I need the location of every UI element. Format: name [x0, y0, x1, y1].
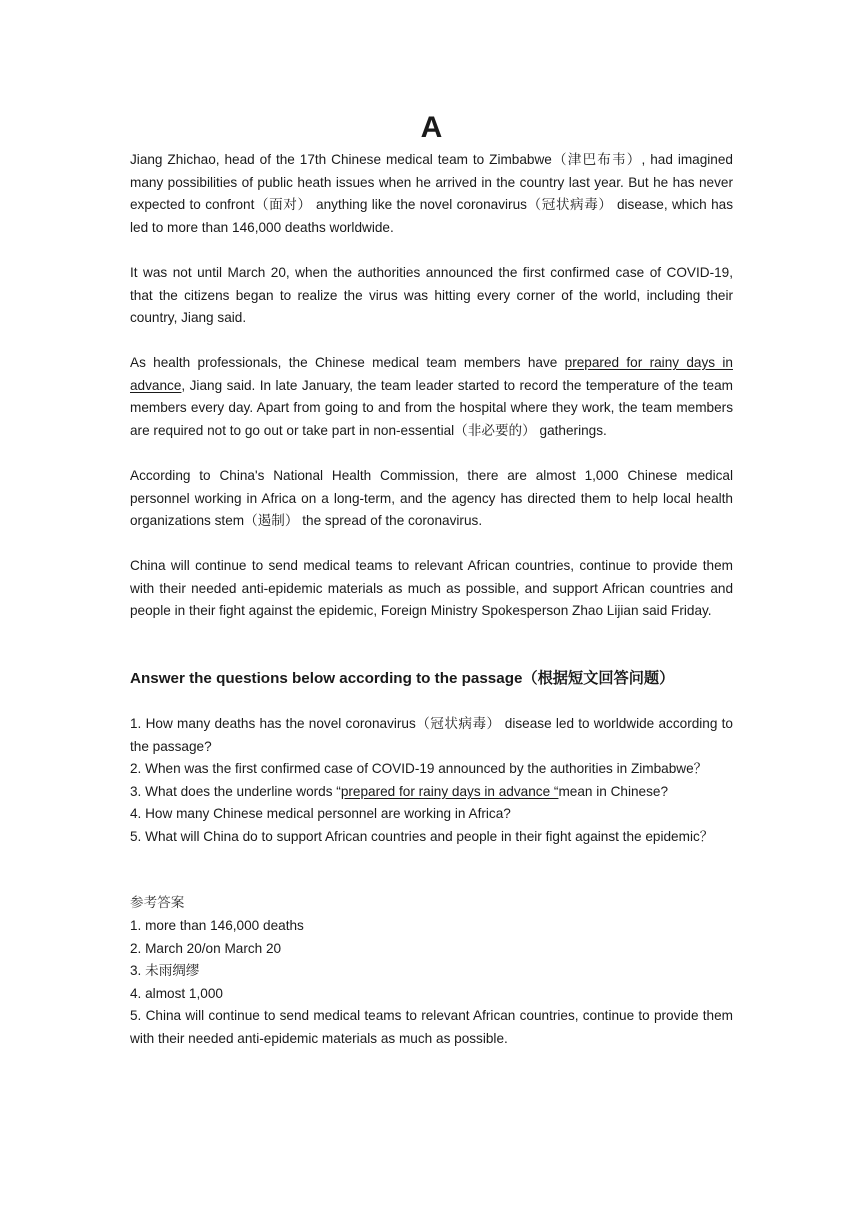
question-3-text-end: mean in Chinese? [558, 783, 669, 799]
answer-1: 1. more than 146,000 deaths [130, 918, 304, 933]
question-5: 5. What will China do to support African countries and people in their fight against the epidemic？ [130, 828, 714, 844]
answers-label: 参考答案 [130, 895, 185, 911]
paragraph-3-text-end: , Jiang said. In late January, the team leader started to record the temperature of the team members every day. Apart from going to and from the hospital where they work, the team members are required not to go out or take part in non-essential（非必要的） gatherings. [130, 377, 733, 438]
question-3-underlined-phrase: prepared for rainy days in advance “ [340, 783, 559, 799]
paragraph-3-text-start: As health professionals, the Chinese medical team members have [130, 355, 565, 370]
paragraph-3 [130, 352, 733, 442]
answer-list [130, 915, 733, 1051]
question-list [130, 713, 733, 849]
answer-2: 2. March 20/on March 20 [130, 940, 282, 956]
document-title: A [420, 111, 443, 144]
question-2: 2. When was the first confirmed case of COVID-19 announced by the authorities in Zimbabwe？ [130, 761, 708, 777]
paragraph-1: Jiang Zhichao, head of the 17th Chinese medical team to Zimbabwe（津巴布韦）, had imagined many possibilities of public heath issues when he arrived in the country last year. But he has never expected to confront（面对） anything like the novel coronavirus（冠状病毒） disease, which has led to more than 146,000 deaths worldwide. [130, 152, 733, 235]
paragraph-2: It was not until March 20, when the authorities announced the first confirmed case of COVID-19, that the citizens began to realize the virus was hitting every corner of the world, including their country, Jiang said. [130, 265, 733, 326]
paragraph-5: China will continue to send medical teams to relevant African countries, continue to provide them with their needed anti-epidemic materials as much as possible, and support African countries and people in their fight against the epidemic, Foreign Ministry Spokesperson Zhao Lijian said Friday. [130, 558, 733, 619]
question-4: 4. How many Chinese medical personnel are working in Africa? [130, 806, 511, 822]
answer-4: 4. almost 1,000 [130, 985, 223, 1001]
answer-3: 3. 未雨绸缪 [130, 963, 200, 979]
underlined-phrase: prepared for rainy days in advance [130, 355, 733, 393]
question-3-text-start: 3. What does the underline words “ [130, 783, 341, 799]
question-3 [130, 781, 733, 804]
questions-heading: Answer the questions below according to the passage（根据短文回答问题） [130, 670, 675, 687]
question-1: 1. How many deaths has the novel coronavirus（冠状病毒） disease led to worldwide according to the passage? [130, 716, 733, 754]
paragraph-4: According to China's National Health Commission, there are almost 1,000 Chinese medical personnel working in Africa on a long-term, and the agency has directed them to help local health organizations stem（遏制） the spread of the coronavirus. [130, 468, 733, 529]
answer-5: 5. China will continue to send medical teams to relevant African countries, continue to provide them with their needed anti-epidemic materials as much as possible. [130, 1008, 733, 1046]
